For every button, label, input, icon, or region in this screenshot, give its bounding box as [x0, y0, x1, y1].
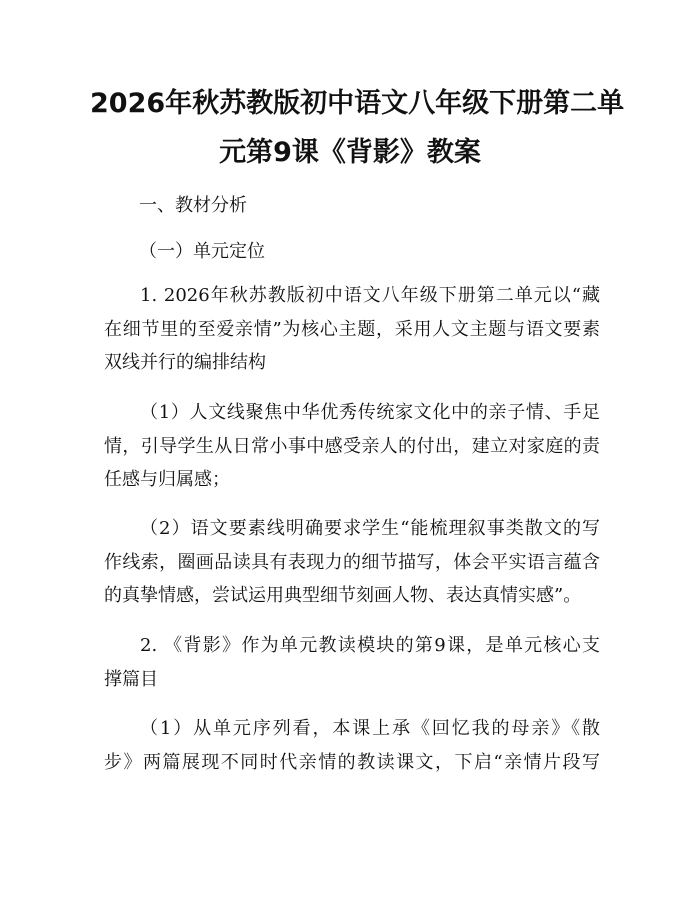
paragraph-language-element-line [104, 512, 600, 613]
subsection-heading: （一）单元定位 [139, 241, 265, 262]
paragraph-line: 双线并行的编排结构 [104, 352, 266, 373]
paragraph-line: （2）语文要素线明确要求学生“能梳理叙事类散文的写 [140, 518, 600, 539]
paragraph-line: 作线索，圈画品读具有表现力的细节描写，体会平实语言蕴含 [104, 551, 600, 573]
section-heading: 一、教材分析 [139, 195, 247, 216]
paragraph-lesson-role [104, 629, 600, 696]
paragraph-line: 2. 《背影》作为单元教读模块的第9课，是单元核心支 [140, 635, 600, 656]
paragraph-line: 任感与归属感； [104, 469, 230, 490]
paragraph-unit-theme [104, 279, 600, 380]
paragraph-humanistic-line [104, 396, 600, 497]
paragraph-line: 步》两篇展现不同时代亲情的教读课文，下启“亲情片段写 [104, 751, 600, 773]
paragraph-line: 1. 2026年秋苏教版初中语文八年级下册第二单元以“藏 [140, 285, 600, 306]
document-title-line-1: 2026年秋苏教版初中语文八年级下册第二单 [90, 88, 625, 119]
paragraph-line: （1）人文线聚焦中华优秀传统家文化中的亲子情、手足 [140, 402, 600, 423]
paragraph-line: 在细节里的至爱亲情”为核心主题，采用人文主题与语文要素 [104, 318, 600, 340]
paragraph-line: 撑篇目 [104, 668, 158, 690]
paragraph-line: 情，引导学生从日常小事中感受亲人的付出，建立对家庭的责 [104, 435, 600, 457]
paragraph-line: 的真挚情感，尝试运用典型细节刻画人物、表达真情实感”。 [104, 585, 582, 606]
paragraph-unit-sequence [104, 712, 600, 779]
document-title-line-2: 元第9课《背影》教案 [219, 137, 481, 168]
paragraph-line: （1）从单元序列看，本课上承《回忆我的母亲》《散 [140, 718, 600, 739]
